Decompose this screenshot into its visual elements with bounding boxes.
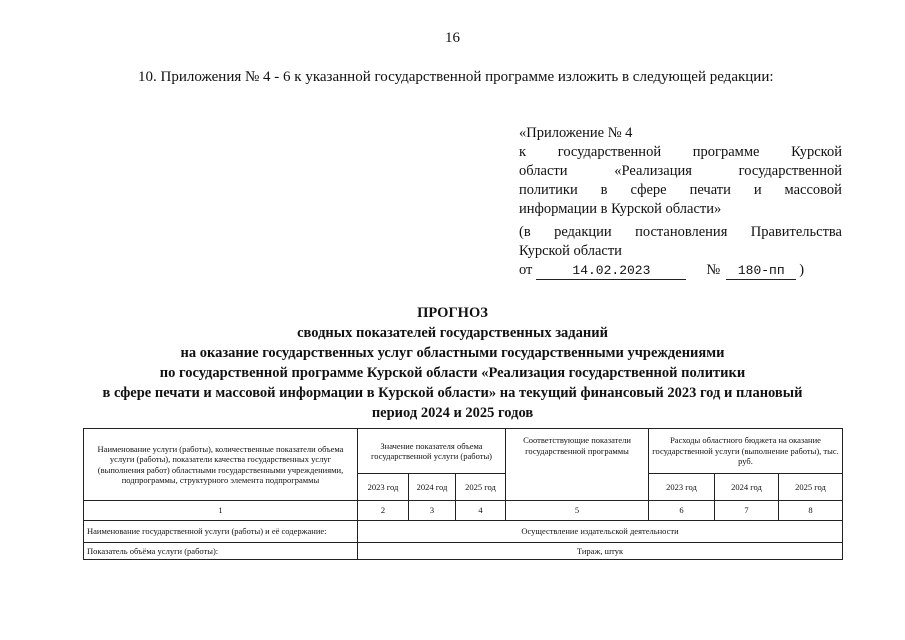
row-label: Показатель объёма услуги (работы):: [84, 543, 358, 560]
word: программе: [692, 144, 760, 160]
word: политики: [519, 182, 578, 198]
title-line: период 2024 и 2025 годов: [371, 405, 534, 421]
column-number: 1: [84, 501, 358, 521]
year-header: 2023 год: [358, 474, 409, 501]
appendix-line-2: [519, 162, 842, 181]
word: постановления: [635, 224, 728, 240]
year-header: 2024 год: [409, 474, 456, 501]
word: государственной: [738, 163, 842, 179]
appendix-title: «Приложение № 4: [519, 125, 633, 141]
column-number: 2: [358, 501, 409, 521]
word: сфере: [630, 182, 667, 198]
appendix-line-1: [519, 143, 842, 162]
column-number: 4: [456, 501, 506, 521]
word: области: [519, 163, 568, 179]
header-row: [84, 429, 843, 474]
decree-date: 14.02.2023: [536, 263, 686, 280]
column-number: 5: [506, 501, 649, 521]
table-row: [84, 521, 843, 543]
column-number: 3: [409, 501, 456, 521]
close-paren: ): [799, 262, 805, 278]
column-number-row: [84, 501, 843, 521]
table-row: [84, 543, 843, 560]
word: к: [519, 144, 527, 160]
year-header: 2023 год: [649, 474, 715, 501]
word: печати: [689, 182, 731, 198]
row-value: Тираж, штук: [358, 543, 843, 560]
col-header-name: Наименование услуги (работы), количественные показатели объема услуги (работы), показатели качества государственных услуг (выполнения работ) областными государственными учреждениями, подпрограммы, структурного элемента подпрограммы: [84, 429, 358, 501]
title-line: ПРОГНОЗ: [417, 305, 488, 321]
decree-reference: [519, 261, 842, 280]
year-header: 2025 год: [779, 474, 843, 501]
column-number: 6: [649, 501, 715, 521]
decree-number: 180-пп: [726, 263, 796, 280]
row-label: Наименование государственной услуги (работы) и её содержание:: [84, 521, 358, 543]
title-line: сводных показателей государственных заданий: [297, 325, 608, 341]
forecast-table: [83, 428, 843, 560]
title-line: на оказание государственных услуг областными государственными учреждениями: [180, 345, 725, 361]
col-header-indicators: Соответствующие показатели государственной программы: [506, 429, 649, 501]
column-number: 8: [779, 501, 843, 521]
col-header-expenses: Расходы областного бюджета на оказание государственной услуги (выполнение работы), тыс. руб.: [649, 429, 843, 474]
word: Курской: [791, 144, 842, 160]
word: государственной: [557, 144, 662, 160]
title-line: по государственной программе Курской области «Реализация государственной политики: [159, 365, 746, 381]
document-title: [80, 303, 825, 423]
year-header: 2025 год: [456, 474, 506, 501]
year-header: 2024 год: [715, 474, 779, 501]
number-prefix: №: [706, 262, 721, 278]
word: (в: [519, 224, 531, 240]
word: и: [753, 182, 762, 198]
row-value: Осуществление издательской деятельности: [358, 521, 843, 543]
appendix-line-5: [519, 223, 842, 242]
col-header-value: Значение показателя объема государственной услуги (работы): [358, 429, 506, 474]
appendix-block: [519, 124, 842, 280]
word: в: [600, 182, 608, 198]
title-line: в сфере печати и массовой информации в Курской области» на текущий финансовый 2023 год и плановый: [102, 385, 803, 401]
word: Правительства: [750, 224, 842, 240]
appendix-line-3: [519, 181, 842, 200]
word: редакции: [554, 224, 612, 240]
date-prefix: от: [519, 262, 533, 278]
intro-paragraph: 10. Приложения № 4 - 6 к указанной государственной программе изложить в следующей редакции:: [138, 69, 774, 85]
appendix-line-4: информации в Курской области»: [519, 201, 722, 217]
appendix-line-6: Курской области: [519, 243, 622, 259]
word: массовой: [784, 182, 842, 198]
column-number: 7: [715, 501, 779, 521]
word: «Реализация: [614, 163, 692, 179]
page-number: 16: [445, 30, 460, 46]
